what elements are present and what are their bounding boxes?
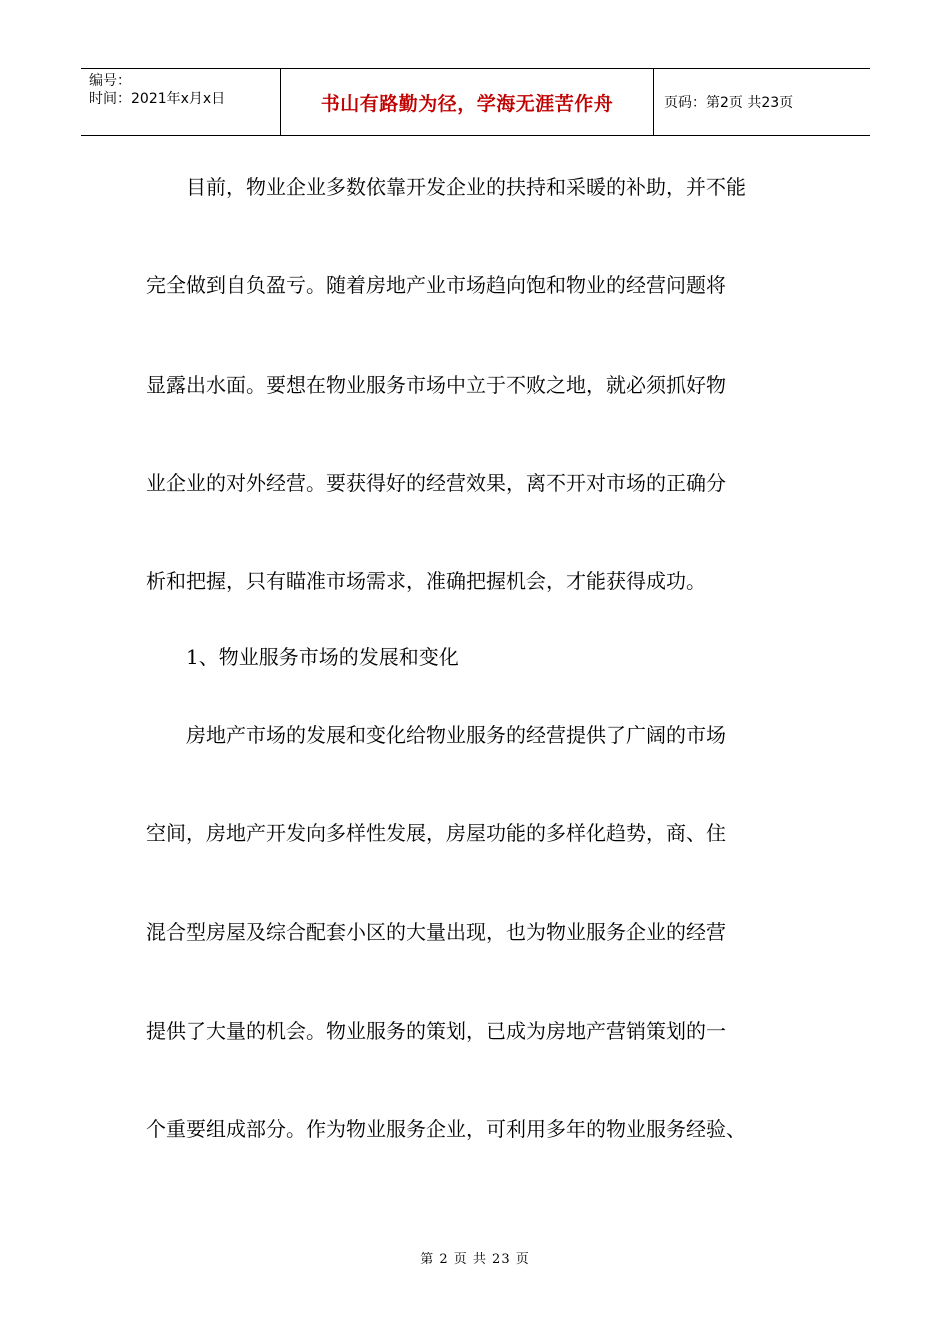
section-heading: 1、物业服务市场的发展和变化 <box>146 645 459 669</box>
page-footer: 第 2 页 共 23 页 <box>420 1252 530 1267</box>
body-line: 房地产市场的发展和变化给物业服务的经营提供了广阔的市场 <box>146 723 726 747</box>
body-line: 提供了大量的机会。物业服务的策划，已成为房地产营销策划的一 <box>146 1019 726 1043</box>
body-line: 显露出水面。要想在物业服务市场中立于不败之地，就必须抓好物 <box>146 373 726 397</box>
body-line: 完全做到自负盈亏。随着房地产业市场趋向饱和物业的经营问题将 <box>146 273 726 297</box>
body-line: 析和把握，只有瞄准市场需求，准确把握机会，才能获得成功。 <box>146 569 706 593</box>
body-line: 业企业的对外经营。要获得好的经营效果，离不开对市场的正确分 <box>146 471 726 495</box>
body-line: 空间，房地产开发向多样性发展，房屋功能的多样化趋势，商、住 <box>146 821 726 845</box>
body-line: 个重要组成部分。作为物业服务企业，可利用多年的物业服务经验、 <box>146 1117 746 1141</box>
header-motto-cell <box>281 69 654 135</box>
header-motto: 书山有路勤为径，学海无涯苦作舟 <box>320 92 614 115</box>
body-line: 目前，物业企业多数依靠开发企业的扶持和采暖的补助，并不能 <box>146 175 746 199</box>
header-page-info: 页码：第2页 共23页 <box>664 95 794 111</box>
document-number-label: 编号： <box>89 73 131 89</box>
header-page-cell <box>654 69 870 135</box>
header-table <box>81 68 870 136</box>
header-meta-cell <box>81 69 281 135</box>
body-line: 混合型房屋及综合配套小区的大量出现，也为物业服务企业的经营 <box>146 920 726 944</box>
document-date-label: 时间：2021年x月x日 <box>89 91 226 107</box>
